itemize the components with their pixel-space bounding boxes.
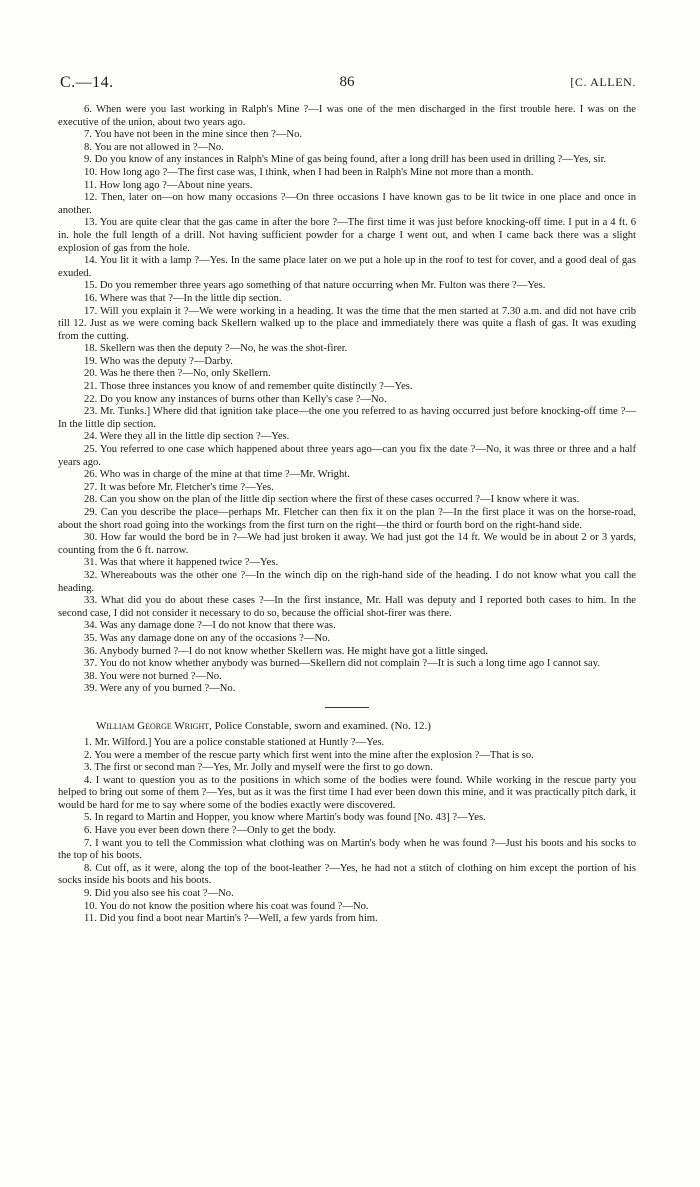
question-answer: 33. What did you do about these cases ?—In the first instance, Mr. Hall was deputy and I reported both cases to him. In the second case, I did not consider it necessary to do so, because the official shot-firer was there. bbox=[58, 595, 636, 619]
question-answer: 31. Was that where it happened twice ?—Yes. bbox=[84, 557, 279, 569]
question-answer: 12. Then, later on—on how many occasions ?—On three occasions I have known gas to be lit twice in one place and once in another. bbox=[58, 192, 636, 216]
question-answer: 9. Did you also see his coat ?—No. bbox=[84, 888, 234, 900]
question-answer: 6. When were you last working in Ralph's Mine ?—I was one of the men discharged in the first trouble here. I was on the executive of the union, about two years ago. bbox=[58, 104, 636, 128]
question-answer: 30. How far would the bord be in ?—We had just broken it away. We had just got the 14 ft. We would be in about 2 or 3 yards, counting from the 6 ft. narrow. bbox=[58, 532, 636, 556]
question-answer: 23. Mr. Tunks.] Where did that ignition take place—the one you referred to as having occurred just before knocking-off time ?—In the little dip section. bbox=[58, 406, 636, 430]
page-number: 86 bbox=[339, 74, 355, 90]
question-answer: 35. Was any damage done on any of the occasions ?—No. bbox=[84, 632, 331, 644]
question-answer: 3. The first or second man ?—Yes, Mr. Jolly and myself were the first to go down. bbox=[84, 762, 433, 774]
document-code: C.—14. bbox=[60, 74, 114, 91]
page-header bbox=[58, 74, 636, 98]
question-answer: 19. Who was the deputy ?—Darby. bbox=[84, 355, 233, 367]
question-answer: 2. You were a member of the rescue party which first went into the mine after the explosion ?—That is so. bbox=[84, 749, 534, 761]
question-answer: 11. How long ago ?—About nine years. bbox=[84, 179, 253, 191]
witness-header: [C. ALLEN. bbox=[570, 75, 636, 89]
question-answer: 13. You are quite clear that the gas came in after the bore ?—The first time it was just before knocking-off time. I put in a 4 ft. 6 in. hole the full length of a drill. Not having sufficient powder for a charge I went out, and when I came back there was a slight explosion of gas from the hole. bbox=[58, 217, 636, 254]
question-answer: 1. Mr. Wilford.] You are a police constable stationed at Huntly ?—Yes. bbox=[84, 736, 385, 748]
question-answer: 17. Will you explain it ?—We were working in a heading. It was the time that the men started at 7.30 a.m. and did not have crib till 12. Just as we were coming back Skellern walked up to the place and immediately there was quite a flash of gas. It was exuding from the cutting. bbox=[58, 305, 636, 342]
question-answer: 24. Were they all in the little dip section ?—Yes. bbox=[84, 431, 290, 443]
question-answer: 8. You are not allowed in ?—No. bbox=[84, 141, 224, 153]
question-answer: 21. Those three instances you know of and remember quite distinctly ?—Yes. bbox=[84, 381, 413, 393]
question-answer: 20. Was he there then ?—No, only Skellern. bbox=[84, 368, 271, 380]
question-answer: 27. It was before Mr. Fletcher's time ?—Yes. bbox=[84, 481, 274, 493]
question-answer: 14. You lit it with a lamp ?—Yes. In the same place later on we put a hole up in the roof to test for cover, and a good deal of gas exuded. bbox=[58, 255, 636, 279]
question-answer: 29. Can you describe the place—perhaps Mr. Fletcher can then fix it on the plan ?—In the first place it was on the horse-road, about the short road going into the workings from the first turn on the right—the third or fourth bord on the right-hand side. bbox=[58, 507, 636, 531]
question-answer: 37. You do not know whether anybody was burned—Skellern did not complain ?—It is such a long time ago I cannot say. bbox=[84, 658, 600, 670]
question-answer: 25. You referred to one case which happened about three years ago—can you fix the date ?—No, it was three or three and a half years ago. bbox=[58, 444, 636, 468]
question-answer: 10. You do not know the position where his coat was found ?—No. bbox=[84, 900, 369, 912]
question-answer: 18. Skellern was then the deputy ?—No, he was the shot-firer. bbox=[84, 343, 348, 355]
testimony-wright bbox=[58, 737, 636, 926]
question-answer: 7. You have not been in the mine since then ?—No. bbox=[84, 129, 303, 141]
question-answer: 15. Do you remember three years ago something of that nature occurring when Mr. Fulton was there ?—Yes. bbox=[84, 280, 546, 292]
question-answer: 10. How long ago ?—The first case was, I think, when I had been in Ralph's Mine not more than a month. bbox=[84, 166, 534, 178]
witness-description: , Police Constable, sworn and examined. (No. 12.) bbox=[209, 719, 431, 732]
question-answer: 28. Can you show on the plan of the little dip section where the first of these cases occurred ?—I know where it was. bbox=[84, 494, 580, 506]
question-answer: 11. Did you find a boot near Martin's ?—Well, a few yards from him. bbox=[84, 913, 378, 925]
question-answer: 7. I want you to tell the Commission what clothing was on Martin's body when he was found ?—Just his boots and his socks to the top of his boots. bbox=[58, 837, 636, 862]
testimony-allen bbox=[58, 104, 636, 696]
question-answer: 6. Have you ever been down there ?—Only to get the body. bbox=[84, 825, 337, 837]
question-answer: 39. Were any of you burned ?—No. bbox=[84, 683, 236, 695]
question-answer: 16. Where was that ?—In the little dip section. bbox=[84, 292, 282, 304]
question-answer: 9. Do you know of any instances in Ralph's Mine of gas being found, after a long drill has been used in drilling ?—Yes, sir. bbox=[84, 154, 607, 166]
question-answer: 38. You were not burned ?—No. bbox=[84, 670, 222, 682]
question-answer: 32. Whereabouts was the other one ?—In the winch dip on the righ-hand side of the heading. I do not know what you call the heading. bbox=[58, 569, 636, 594]
question-answer: 8. Cut off, as it were, along the top of the boot-leather ?—Yes, he had not a stitch of clothing on him except the portion of his socks inside his boots and his boots. bbox=[58, 862, 636, 887]
question-answer: 36. Anybody burned ?—I do not know whether Skellern was. He might have got a little singed. bbox=[84, 645, 488, 657]
question-answer: 34. Was any damage done ?—I do not know that there was. bbox=[84, 620, 336, 632]
witness-name: William George Wright bbox=[96, 719, 210, 732]
question-answer: 22. Do you know any instances of burns other than Kelly's case ?—No. bbox=[84, 393, 387, 405]
document-page bbox=[58, 74, 636, 926]
question-answer: 4. I want to question you as to the positions in which some of the bodies were found. While working in the rescue party you helped to bring out some of them ?—Yes, but as it was the first time I had ever been down this mine, and it was practically pitch dark, it would be hard for me to say where some of the bodies exactly were discovered. bbox=[58, 774, 636, 811]
witness-heading bbox=[58, 720, 636, 733]
section-divider bbox=[325, 707, 369, 708]
question-answer: 26. Who was in charge of the mine at that time ?—Mr. Wright. bbox=[84, 469, 350, 481]
question-answer: 5. In regard to Martin and Hopper, you know where Martin's body was found [No. 43] ?—Yes. bbox=[84, 812, 486, 824]
